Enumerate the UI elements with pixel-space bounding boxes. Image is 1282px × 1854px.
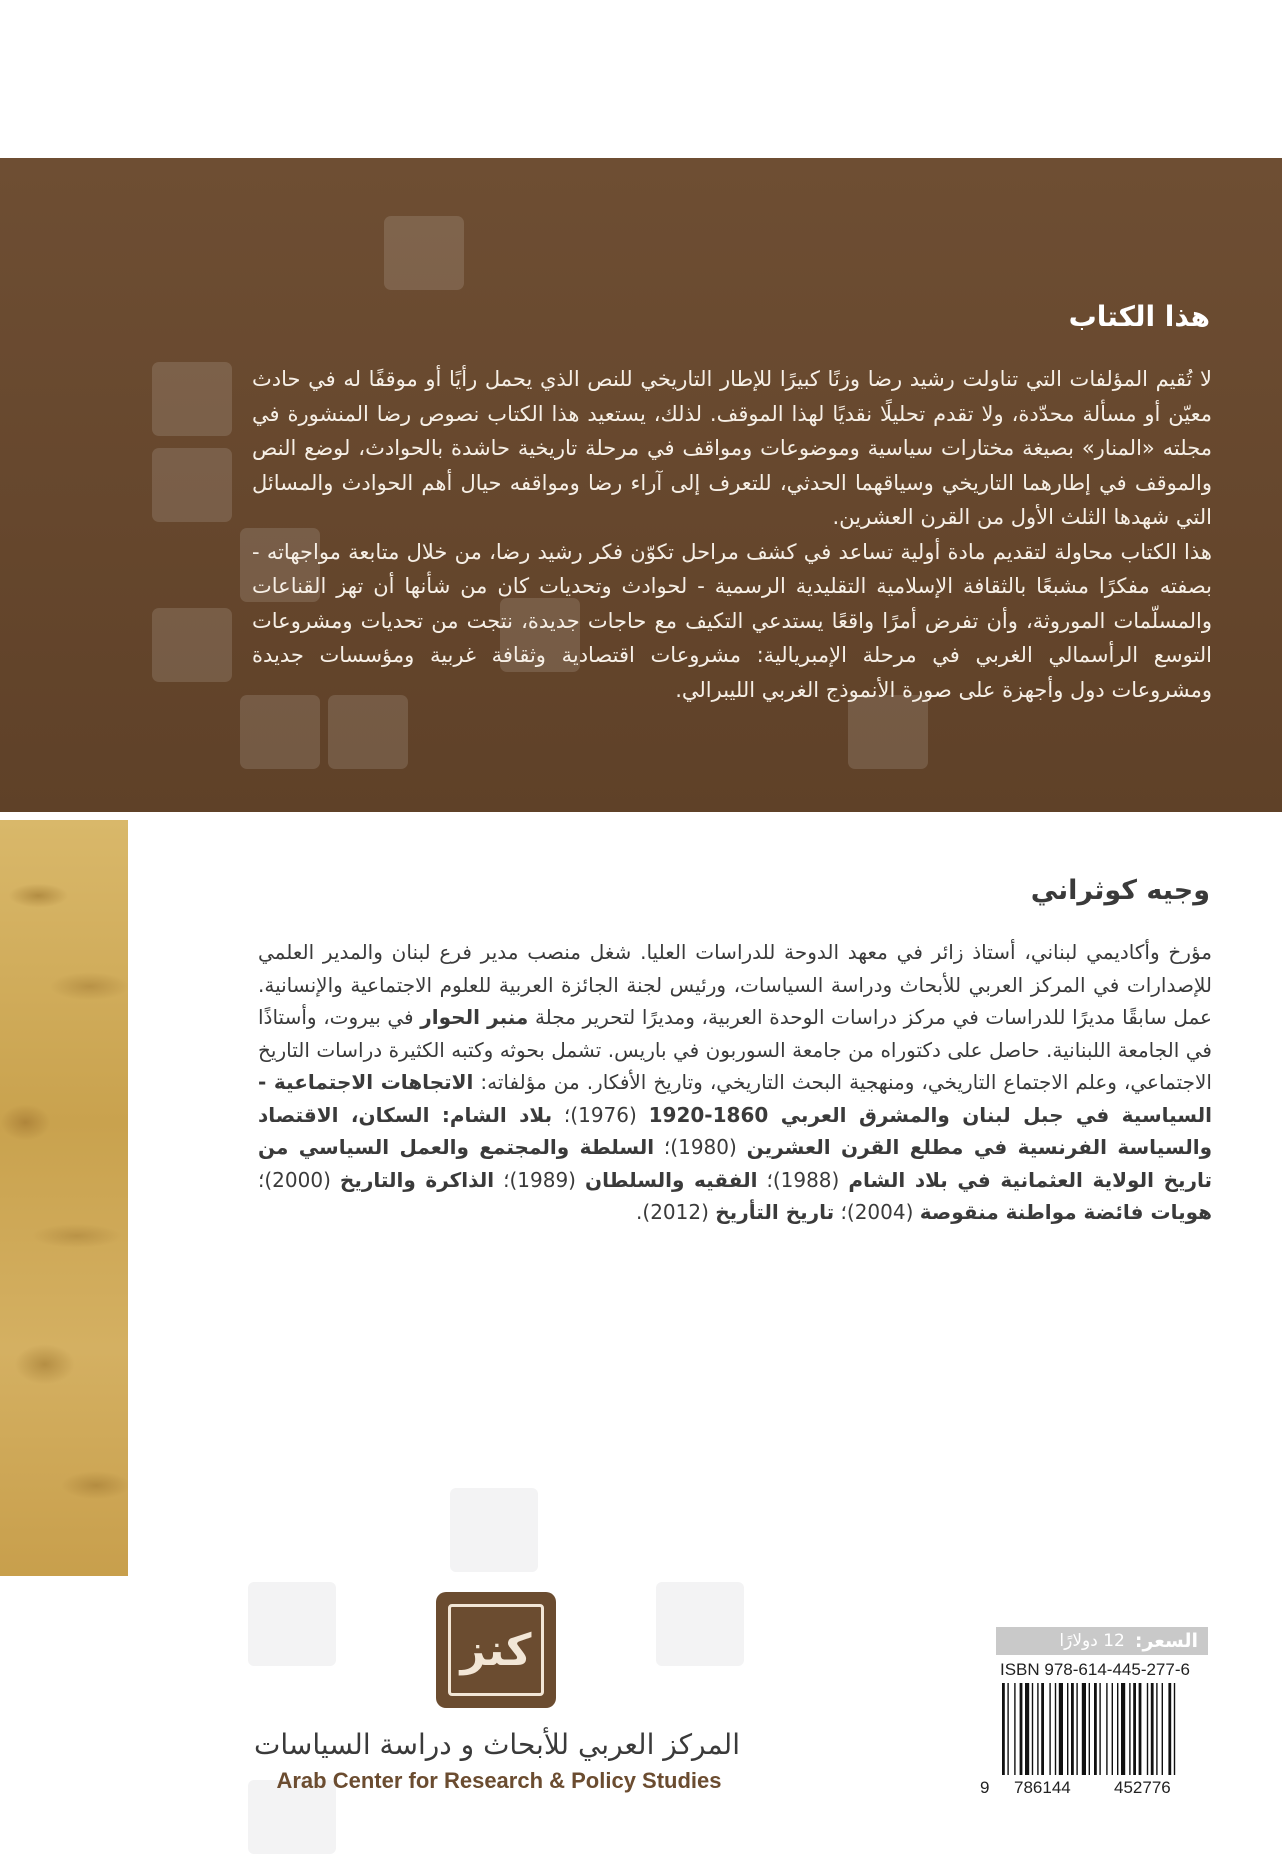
publisher-logo-mark: كنز xyxy=(448,1604,544,1696)
barcode-bar xyxy=(1007,1683,1008,1775)
work-title: الذاكرة والتاريخ xyxy=(339,1167,495,1192)
work-year: (2004) xyxy=(846,1200,914,1224)
barcode-bar xyxy=(1067,1683,1068,1775)
barcode-bar xyxy=(1041,1683,1044,1775)
barcode-bar xyxy=(1168,1683,1171,1775)
publisher-logo xyxy=(436,1592,556,1708)
work-year: (1976) xyxy=(570,1102,637,1127)
author-bio xyxy=(258,936,1212,1229)
work-title: تاريخ التأريخ xyxy=(715,1200,835,1224)
work-separator: ؛ xyxy=(834,1200,847,1224)
book-description xyxy=(252,362,1212,707)
decorative-tile xyxy=(656,1582,744,1666)
barcode-bar xyxy=(1076,1683,1077,1775)
price-label: السعر: xyxy=(1134,1630,1198,1652)
barcode-bars xyxy=(996,1683,1208,1775)
work-title: هويات فائضة مواطنة منقوصة xyxy=(919,1200,1212,1224)
author-bio-middle: في بيروت، وأستاذًا في الجامعة اللبنانية. حاصل على دكتوراه من جامعة السوربون في باريس. تشمل بحوثه وكتبه الكثيرة دراسات التاريخ الاجتماعي، وعلم الاجتماع التاريخي، ومنهجية البحث التاريخي، وتاريخ الأفكار. من مؤلفاته: xyxy=(258,1005,1212,1094)
decorative-tile xyxy=(152,608,232,682)
publisher-name-arabic: المركز العربي للأبحاث و دراسة السياسات xyxy=(253,1728,740,1761)
author-name: وجيه كوثراني xyxy=(1030,875,1210,906)
decorative-tile xyxy=(450,1488,538,1572)
barcode-digit-group: 452776 xyxy=(1114,1778,1171,1797)
work-year: (1989) xyxy=(509,1167,576,1192)
price-value: 12 دولارًا xyxy=(1059,1631,1125,1651)
work-year: (2000) xyxy=(264,1167,331,1192)
decorative-tile xyxy=(384,216,464,290)
work-title: السلطة والمجتمع والعمل السياسي من تاريخ الولاية العثمانية في بلاد الشام xyxy=(258,1135,1213,1192)
bio-end: . xyxy=(636,1200,643,1224)
barcode-bar xyxy=(1020,1683,1023,1775)
book-heading: هذا الكتاب xyxy=(1068,300,1210,333)
decorative-tile xyxy=(248,1582,336,1666)
barcode-bar xyxy=(1147,1683,1148,1775)
barcode-bar xyxy=(1133,1683,1136,1775)
book-description-paragraph: هذا الكتاب محاولة لتقديم مادة أولية تساعد في كشف مراحل تكوّن فكر رشيد رضا، من خلال متابعة مواجهاته - بصفته مفكرًا مشبعًا بالثقافة الإسلامية التقليدية الرسمية - لحوادث وتحديات كان من شأنها أن تهز القناعات والمسلّمات الموروثة، وأن تفرض أمرًا واقعًا يستدعي التكيف مع حاجات جديدة، نتجت من تحديات ومشروعات التوسع الرأسمالي الغربي في مرحلة الإمبريالية: مشروعات اقتصادية وثقافة غربية ومؤسسات جديدة ومشروعات دول وأجهزة على صورة الأنموذج الغربي الليبرالي. xyxy=(252,539,1212,702)
barcode-bar xyxy=(1139,1683,1142,1775)
barcode-bar xyxy=(1094,1683,1097,1775)
work-year: (1980) xyxy=(670,1135,737,1159)
barcode xyxy=(996,1683,1208,1775)
work-title: الفقيه والسلطان xyxy=(585,1167,758,1192)
work-title: بلاد الشام: السكان، الاقتصاد والسياسة الفرنسية في مطلع القرن العشرين xyxy=(258,1102,1213,1159)
barcode-digit-first: 9 xyxy=(980,1778,990,1797)
barcode-bar xyxy=(1129,1683,1130,1775)
barcode-bar xyxy=(1151,1683,1154,1775)
barcode-bar xyxy=(1002,1683,1005,1775)
gold-texture-strip xyxy=(0,820,128,1576)
barcode-bar xyxy=(1106,1683,1107,1775)
decorative-tile xyxy=(152,448,232,522)
barcode-bar xyxy=(1059,1683,1063,1775)
barcode-bar xyxy=(1014,1683,1015,1775)
barcode-bar xyxy=(1032,1683,1033,1775)
work-separator: ؛ xyxy=(552,1102,571,1127)
barcode-bar xyxy=(1049,1683,1050,1775)
barcode-bar xyxy=(1025,1683,1029,1775)
barcode-bar xyxy=(1089,1683,1090,1775)
barcode-digit-group: 786144 xyxy=(1014,1778,1071,1797)
isbn-text: ISBN 978-614-445-277-6 xyxy=(1000,1660,1190,1679)
work-separator: ؛ xyxy=(757,1167,773,1192)
book-description-paragraph: لا تُقيم المؤلفات التي تناولت رشيد رضا وزنًا كبيرًا للإطار التاريخي للنص الذي يحمل رأيًا أو موقفًا له في حادث معيّن أو مسألة محدّدة، ولا تقدم تحليلًا نقديًا لهذا الموقف. لذلك، يستعيد هذا الكتاب نصوص رضا المنشورة في مجلته «المنار» بصيغة مختارات سياسية وموضوعات ومواقف في مرحلة تاريخية حاشدة بالحوادث، لوضع النص والموقف في إطارهما التاريخي وسياقهما الحدثي، للتعرف إلى آراء رضا ومواقفه حيال أهم الحوادث والمسائل التي شهدها الثلث الأول من القرن العشرين. xyxy=(252,367,1212,529)
work-separator: ؛ xyxy=(258,1167,265,1192)
barcode-bar xyxy=(1071,1683,1074,1775)
barcode-bar xyxy=(1156,1683,1157,1775)
work-year: (2012) xyxy=(642,1200,709,1224)
work-year: (1988) xyxy=(772,1167,840,1192)
journal-title: منبر الحوار xyxy=(420,1005,529,1029)
barcode-bar xyxy=(1112,1683,1113,1775)
barcode-bar xyxy=(1082,1683,1086,1775)
price-box xyxy=(996,1627,1208,1655)
barcode-bar xyxy=(1121,1683,1125,1775)
barcode-bar xyxy=(1174,1683,1175,1775)
work-separator: ؛ xyxy=(494,1167,510,1192)
barcode-bar xyxy=(1099,1683,1100,1775)
barcode-bar xyxy=(1117,1683,1118,1775)
decorative-tile xyxy=(152,362,232,436)
barcode-bar xyxy=(1162,1683,1163,1775)
barcode-bar xyxy=(1037,1683,1038,1775)
work-separator: ؛ xyxy=(654,1135,671,1159)
author-bio-intro: مؤرخ وأكاديمي لبناني، أستاذ زائر في معهد الدوحة للدراسات العليا. شغل منصب مدير فرع لبنان والمدير العلمي للإصدارات في المركز العربي للأبحاث ودراسة السياسات، ورئيس لجنة الجائزة العربية للعلوم الاجتماعية والإنسانية. عمل سابقًا مديرًا للدراسات في مركز دراسات الوحدة العربية، ومديرًا لتحرير مجلة xyxy=(258,940,1212,1029)
work-title: الاتجاهات الاجتماعية - السياسية في جبل لبنان والمشرق العربي 1860-1920 xyxy=(258,1070,1213,1127)
barcode-bar xyxy=(1055,1683,1056,1775)
publisher-name-english: Arab Center for Research & Policy Studies xyxy=(276,1768,722,1793)
